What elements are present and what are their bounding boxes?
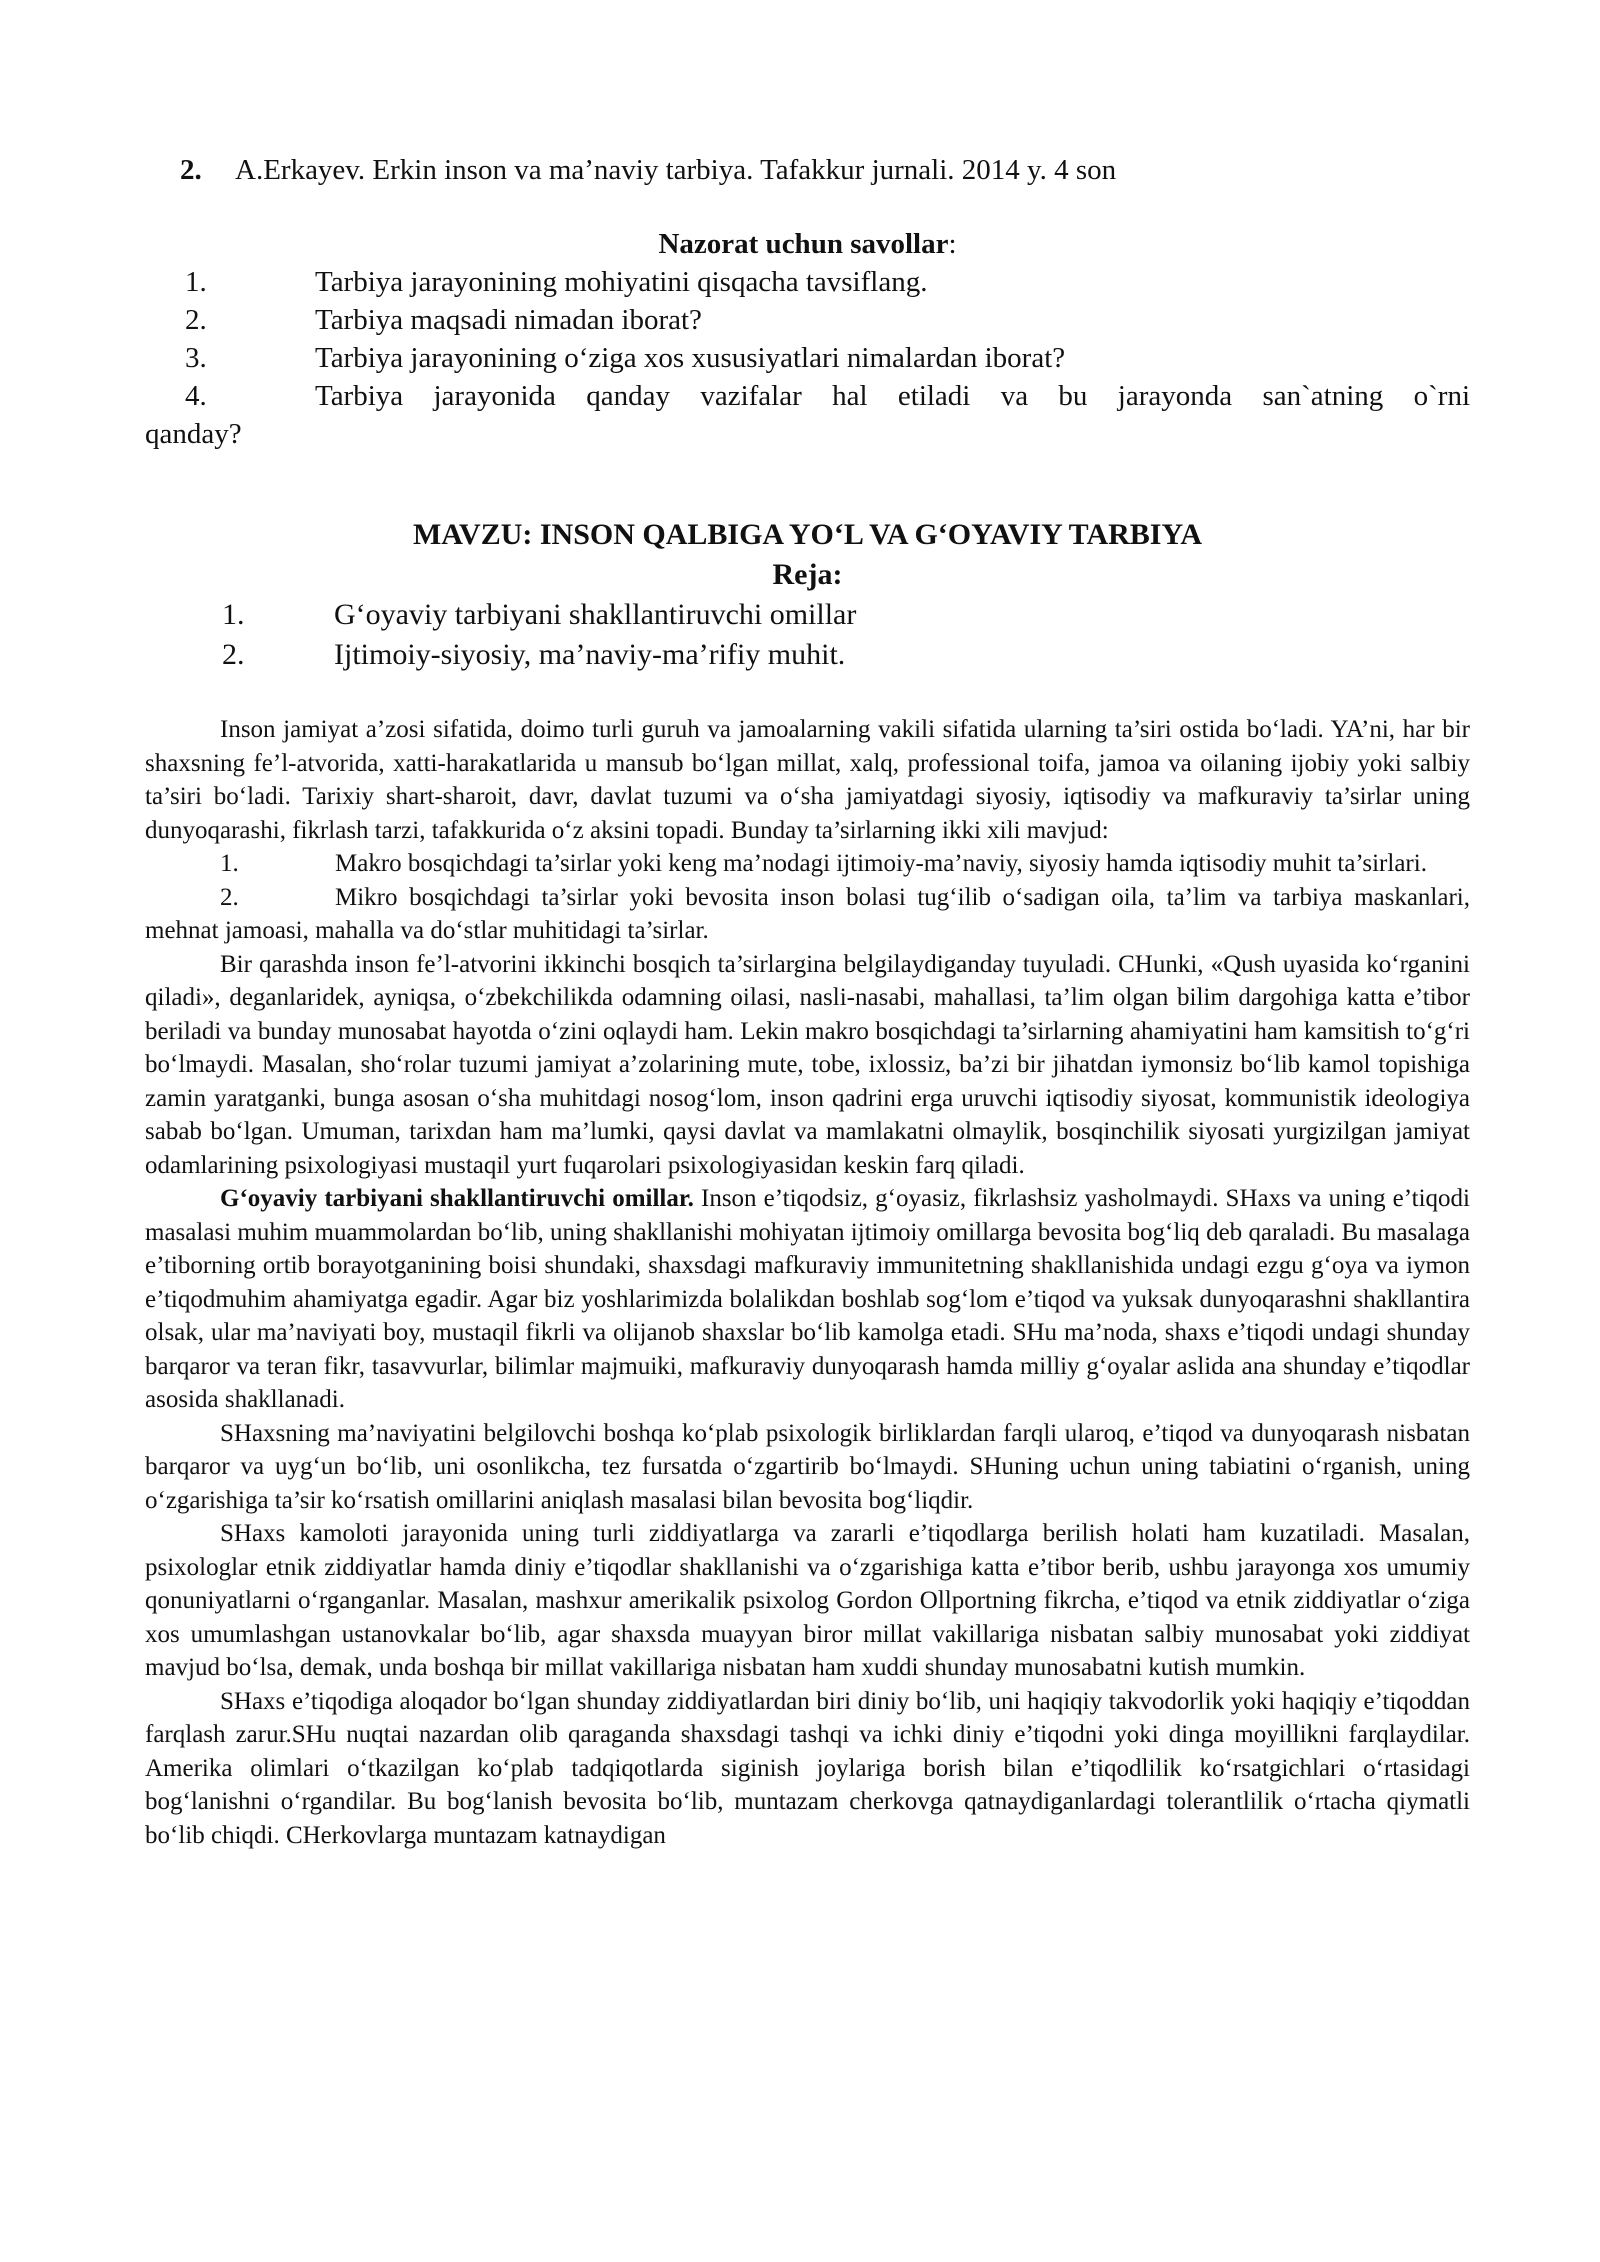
question-number: 3.	[185, 342, 207, 374]
topic-title: MAVZU: INSON QALBIGA YO‘L VA G‘OYAVIY TARBIYA	[412, 518, 1203, 551]
list-item	[145, 847, 1470, 881]
plan-list	[145, 595, 1470, 675]
questions-title-colon: :	[948, 228, 957, 260]
questions-title: Nazorat uchun savollar	[658, 228, 949, 260]
document-page	[145, 150, 1470, 1852]
question-text: Tarbiya maqsadi nimadan iborat?	[315, 304, 702, 336]
questions-list	[145, 263, 1470, 415]
question-text: Tarbiya jarayonining mohiyatini qisqacha tavsiflang.	[315, 266, 928, 298]
list-item	[185, 263, 1470, 301]
reference-text: A.Erkayev. Erkin inson va ma’naviy tarbiya. Tafakkur jurnali. 2014 y. 4 son	[235, 154, 1117, 186]
reference-item	[145, 150, 1470, 190]
question-text-continuation: qanday?	[145, 418, 242, 450]
paragraph-text: Inson e’tiqodsiz, g‘oyasiz, fikrlashsiz yasholmaydi. SHaxs va uning e’tiqodi masalasi muhim muammolardan bo‘lib, uning shakllanishi mohiyatan ijtimoiy omillarga bevosita bog‘liq deb qaraladi. Bu masalaga e’tiborning ortib borayotganining boisi shundaki, shaxsdagi mafkuraviy immunitetning shakllanishida undagi ezgu g‘oya va iymon e’tiqodmuhim ahamiyatga egadir. Agar biz yoshlarimizda bolalikdan boshlab sog‘lom e’tiqod va yuksak dunyoqarashni shakllantira olsak, ular ma’naviyati boy, mustaqil fikrli va olijanob shaxslar bo‘lib kamolga etadi. SHu ma’noda, shaxs e’tiqodi undagi shunday barqaror va teran fikr, tasavvurlar, bilimlar majmuiki, mafkuraviy dunyoqarash hamda milliy g‘oyalar aslida ana shunday e’tiqodlar asosida shakllanadi.	[145, 1185, 1470, 1413]
paragraph: SHaxsning ma’naviyatini belgilovchi boshqa ko‘plab psixologik birliklardan farqli ularoq, e’tiqod va dunyoqarash nisbatan barqaror va uyg‘un bo‘lib, uni osonlikcha, tez fursatda o‘zgartirib bo‘lmaydi. SHuning uchun uning tabiatini o‘rganish, uning o‘zgarishiga ta’sir ko‘rsatish omillarini aniqlash masalasi bilan bevosita bog‘liqdir.	[145, 1419, 1470, 1514]
list-item	[222, 635, 1470, 675]
paragraph	[145, 1182, 1470, 1417]
plan-text: G‘oyaviy tarbiyani shakllantiruvchi omillar	[334, 598, 857, 631]
plan-label: Reja:	[772, 558, 843, 591]
plan-number: 2.	[222, 638, 245, 671]
list-item	[185, 377, 1470, 415]
list-text: Makro bosqichdagi ta’sirlar yoki keng ma’nodagi ijtimoiy-ma’naviy, siyosiy hamda iqtisodiy muhit ta’sirlari.	[335, 850, 1427, 877]
list-item	[185, 301, 1470, 339]
list-item	[185, 339, 1470, 377]
question-number: 2.	[185, 304, 207, 336]
paragraph-lead: G‘oyaviy tarbiyani shakllantiruvchi omillar.	[220, 1185, 694, 1212]
plan-text: Ijtimoiy-siyosiy, ma’naviy-ma’rifiy muhit.	[334, 638, 846, 671]
paragraph: SHaxs e’tiqodiga aloqador bo‘lgan shunday ziddiyatlardan biri diniy bo‘lib, uni haqiqiy takvodorlik yoki haqiqiy e’tiqoddan farqlash zarur.SHu nuqtai nazardan olib qaraganda shaxsdagi tashqi va ichki diniy e’tiqodni yoki dinga moyillikni farqlaydilar. Amerika olimlari o‘tkazilgan ko‘plab tadqiqotlarda siginish joylariga borish bilan e’tiqodlilik ko‘rsatgichlari o‘rtasidagi bog‘lanishni o‘rgandilar. Bu bog‘lanish bevosita bo‘lib, muntazam cherkovga qatnaydiganlardagi tolerantlilik o‘rtacha qiymatli bo‘lib chiqdi. CHerkovlarga muntazam katnaydigan	[145, 1687, 1470, 1849]
paragraph: SHaxs kamoloti jarayonida uning turli ziddiyatlarga va zararli e’tiqodlarga berilish holati ham kuzatiladi. Masalan, psixologlar etnik ziddiyatlar hamda diniy e’tiqodlar shakllanishi va o‘zgarishiga katta e’tibor berib, ushbu jarayonga xos umumiy qonuniyatlarni o‘rganganlar. Masalan, mashxur amerikalik psixolog Gordon Ollportning fikrcha, e’tiqod va etnik ziddiyatlar o‘ziga xos umumlashgan ustanovkalar bo‘lib, agar shaxsda muayyan biror millat vakillariga nisbatan salbiy munosabat yoki ziddiyat mavjud bo‘lsa, demak, unda boshqa bir millat vakillariga nisbatan ham xuddi shunday munosabatni kutish mumkin.	[145, 1520, 1470, 1681]
body-text	[145, 713, 1470, 1852]
question-text: Tarbiya jarayonining o‘ziga xos xususiyatlari nimalardan iborat?	[315, 342, 1066, 374]
paragraph: Bir qarashda inson fe’l-atvorini ikkinchi bosqich ta’sirlargina belgilaydiganday tuyuladi. CHunki, «Qush uyasida ko‘rganini qiladi», deganlaridek, ayniqsa, o‘zbekchilikda odamning oilasi, nasli-nasabi, mahallasi, ta’lim olgan bilim dargohiga katta e’tibor beriladi va bunday munosabat hayotda o‘zini oqlaydi ham. Lekin makro bosqichdagi ta’sirlarning ahamiyatini ham kamsitish to‘g‘ri bo‘lmaydi. Masalan, sho‘rolar tuzumi jamiyat a’zolarining mute, tobe, ixlossiz, ba’zi bir jihatdan iymonsiz bo‘lib kamol topishiga zamin yaratganki, bunga asosan o‘sha muhitdagi nosog‘lom, inson qadrini erga uruvchi iqtisodiy siyosat, kommunistik ideologiya sabab bo‘lgan. Umuman, tarixdan ham ma’lumki, qaysi davlat va mamlakatni olmaylik, bosqinchilik siyosati yurgizilgan jamiyat odamlarining psixologiyasi mustaqil yurt fuqarolari psixologiyasidan keskin farq qiladi.	[145, 950, 1470, 1179]
question-number: 4.	[185, 380, 207, 412]
reference-number: 2.	[180, 154, 202, 186]
question-text: Tarbiya jarayonida qanday vazifalar hal etiladi va bu jarayonda san`atning o`rni	[315, 380, 1470, 412]
plan-number: 1.	[222, 598, 245, 631]
list-text: Mikro bosqichdagi ta’sirlar yoki bevosita inson bolasi tug‘ilib o‘sadigan oila, ta’lim va tarbiya maskanlari, mehnat jamoasi, mahalla va do‘stlar muhitidagi ta’sirlar.	[145, 883, 1470, 944]
list-item	[145, 881, 1470, 948]
question-number: 1.	[185, 266, 207, 298]
list-number: 2.	[220, 883, 239, 911]
paragraph: Inson jamiyat a’zosi sifatida, doimo turli guruh va jamoalarning vakili sifatida ularning ta’siri ostida bo‘ladi. YA’ni, har bir shaxsning fe’l-atvorida, xatti-harakatlarida u mansub bo‘lgan millat, xalq, professional toifa, jamoa va oilaning ijobiy yoki salbiy ta’siri bo‘ladi. Tarixiy shart-sharoit, davr, davlat tuzumi va o‘sha jamiyatdagi siyosiy, iqtisodiy va mafkuraviy ta’sirlar uning dunyoqarashi, fikrlash tarzi, tafakkurida o‘z aksini topadi. Bunday ta’sirlarning ikki xili mavjud:	[145, 716, 1470, 844]
list-number: 1.	[220, 850, 239, 877]
list-item	[222, 595, 1470, 635]
questions-heading	[145, 225, 1470, 263]
